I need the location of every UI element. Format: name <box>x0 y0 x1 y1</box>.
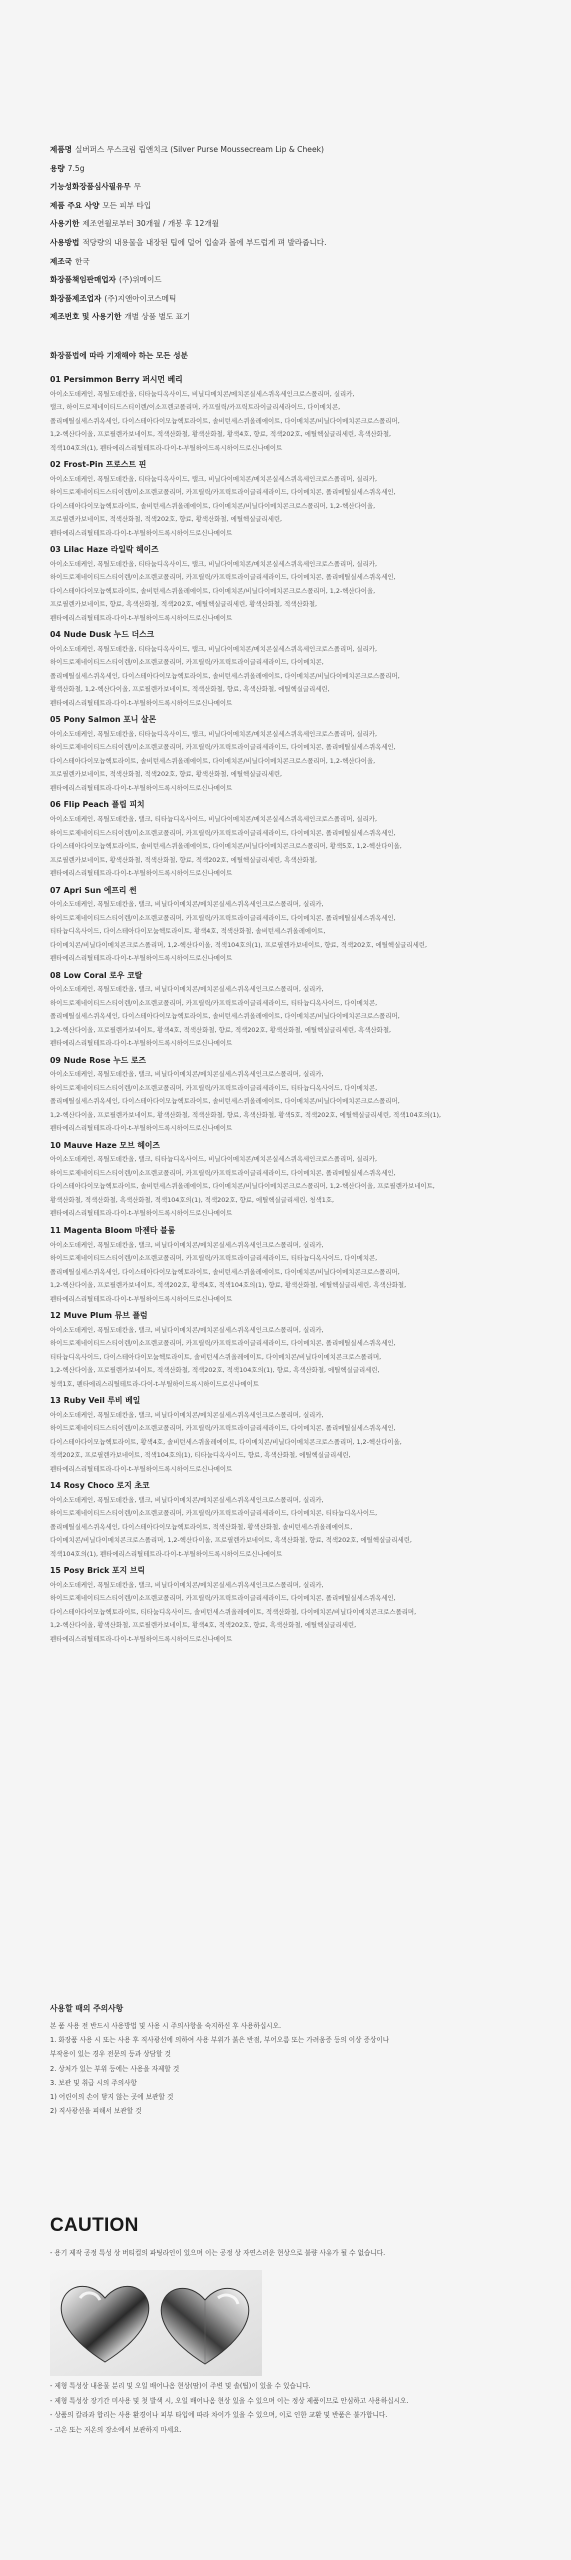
ingredient-line: 펜타에리스리틸테트라-다이-t-부틸하이드록시하이드로신나메이트 <box>50 1124 233 1133</box>
ingredient-line: 아이소도데케인, 폭틸도데칸올, 탤크, 비닐다이메치콘/메치콘실세스퀴옥세인크로스폴리머, 실리카, <box>50 1325 324 1334</box>
info-value: 한국 <box>75 256 90 266</box>
info-value: (주)위메이드 <box>119 275 162 285</box>
ingredient-line: 아이소도데케인, 폭틸도데칸올, 탤크, 티타늄디옥사이드, 비닐다이메치콘/메치콘실세스퀴옥세인크로스폴리머, 실리카, <box>50 1155 377 1164</box>
info-value: 무 <box>133 182 142 192</box>
shade-title: 15 Posy Brick 포지 브릭 <box>50 1566 145 1576</box>
shade-block <box>50 1138 530 1223</box>
caution-line: - 고온 또는 저온의 장소에서 보관하지 마세요. <box>50 2425 182 2434</box>
shade-title: 09 Nude Rose 누드 로즈 <box>50 1055 147 1065</box>
shade-title: 10 Mauve Haze 모브 헤이즈 <box>50 1140 160 1150</box>
info-label: 화장품제조업자 <box>50 293 102 303</box>
ingredient-line: 다이스테아다이모늄헥토라이트, 황색4호, 솔비턴세스퀴올레에이트, 다이메치콘/비닐다이메치콘크로스폴리머, 1,2-헥산다이올, <box>50 1437 402 1446</box>
ingredient-line: 하이드로제네이티드스티이렌/이소프렌코폴리머, 카프릴릭/카프릭트라이글리세라이드, 다이메치콘, 티타늄디옥사이드, <box>50 1509 378 1518</box>
shade-block <box>50 797 530 882</box>
precautions-title: 사용할 때의 주의사항 <box>50 2004 124 2013</box>
precaution-line: 본 품 사용 전 반드시 사용방법 및 사용 시 주의사항을 숙지하신 후 사용하십시오. <box>50 2022 282 2030</box>
ingredient-line: 펜타에리스리틸테트라-다이-t-부틸하이드록시하이드로신나메이트 <box>50 1209 233 1218</box>
ingredient-line: 펜타에리스리틸테트라-다이-t-부틸하이드록시하이드로신나메이트 <box>50 528 233 537</box>
shade-block <box>50 968 530 1053</box>
ingredient-line: 1,2-헥산다이올, 프로필렌카보네이트, 적색산화철, 적색202호, 적색104호의(1), 향료, 흑색산화철, 에틸헥실글리세린, <box>50 1366 380 1375</box>
ingredient-line: 폴리메틸실세스퀴옥세인, 다이스테아다이모늄헥토라이트, 솔비턴세스퀴올레에이트, 다이메치콘/비닐다이메치콘크로스폴리머, <box>50 671 400 680</box>
ingredient-line: 적색202호, 프로필렌카보네이트, 적색104호의(1), 티타늄디옥사이드, 향료, 흑색산화철, 에틸헥실글리세린, <box>50 1451 351 1460</box>
ingredient-line: 하이드로제네이티드스티이렌/이소프렌코폴리머, 카프릴릭/카프릭트라이글리세라이드, 티타늄디옥사이드, 다이메치콘, <box>50 998 378 1007</box>
caution-title: CAUTION <box>50 2215 139 2236</box>
shade-block <box>50 372 530 457</box>
ingredient-line: 펜타에리스리틸테트라-다이-t-부틸하이드록시하이드로신나메이트 <box>50 1039 233 1048</box>
ingredient-line: 티타늄디옥사이드, 다이스테아다이모늄헥토라이트, 솔비턴세스퀴올레에이트, 다이메치콘/비닐다이메치콘크로스폴리머, <box>50 1352 382 1361</box>
shade-title: 02 Frost-Pin 프로스트 핀 <box>50 460 147 470</box>
product-info-list <box>50 143 530 329</box>
product-info-row <box>50 143 530 162</box>
info-value: 개별 상품 별도 표기 <box>124 312 191 322</box>
shade-block <box>50 542 530 627</box>
info-label: 화장품책임판매업자 <box>50 275 117 285</box>
product-info-row <box>50 162 530 181</box>
ingredient-line: 하이드로제네이티드스티이렌/이소프렌코폴리머, 카프릴릭/카프릭트라이글리세라이드, 다이메치콘, 폴리메틸실세스퀴옥세인, <box>50 573 396 582</box>
ingredient-line: 다이스테아다이모늄헥토라이트, 솔비턴세스퀴올레에이트, 다이메치콘/비닐다이메치콘크로스폴리머, 1,2-헥산다이올, 프로필렌카보네이트, <box>50 1182 435 1191</box>
ingredient-line: 하이드로제네이티드스티이렌/이소프렌코폴리머, 카프릴릭/카프릭트라이글리세라이드, 다이메치콘, 폴리메틸실세스퀴옥세인, <box>50 743 396 752</box>
caution-line: - 상품의 칼라과 합리는 사용 환경이나 피부 타입에 따라 차이가 있을 수 있으며, 이로 인한 교환 및 반품은 불가합니다. <box>50 2411 388 2420</box>
precautions-list <box>50 2022 530 2121</box>
shade-block <box>50 1053 530 1138</box>
shade-title: 08 Low Coral 로우 코랄 <box>50 970 143 980</box>
ingredient-line: 하이드로제네이티드스티이렌/이소프렌코폴리머, 카프릴릭/카프릭트라이글리세라이드, 다이메치콘, 폴리메틸실세스퀴옥세인, <box>50 1594 396 1603</box>
product-info-row <box>50 217 530 236</box>
ingredient-line: 하이드로제네이티드스티이렌/이소프렌코폴리머, 카프릴릭/카프릭트라이글리세라이드, 티타늄디옥사이드, 다이메치콘, <box>50 1254 378 1263</box>
ingredient-line: 아이소도데케인, 폭틸도데칸올, 티타늄디옥사이드, 탤크, 비닐다이메치콘/메치콘실세스퀴옥세인크로스폴리머, 실리카, <box>50 644 377 653</box>
ingredient-line: 펜타에리스리틸테트라-다이-t-부틸하이드록시하이드로신나메이트 <box>50 613 233 622</box>
shade-title: 13 Ruby Veil 루비 베일 <box>50 1396 141 1406</box>
ingredient-line: 펜타에리스리틸테트라-다이-t-부틸하이드록시하이드로신나메이트 <box>50 1634 233 1643</box>
info-label: 제조번호 및 사용기한 <box>50 312 122 322</box>
ingredient-line: 황색산화철, 적색산화철, 흑색산화철, 적색104호의(1), 적색202호, 향료, 에틸헥실글리세린, 청색1호, <box>50 1195 335 1204</box>
ingredient-line: 폴리메틸실세스퀴옥세인, 다이스테아다이모늄헥토라이트, 솔비턴세스퀴올레에이트, 다이메치콘/비닐다이메치콘크로스폴리머, <box>50 416 400 425</box>
ingredient-line: 1,2-헥산다이올, 프로필렌카보네이트, 황색4호, 적색산화철, 향료, 적색202호, 황색산화철, 에틸헥실글리세린, 흑색산화철, <box>50 1025 392 1034</box>
info-label: 용량 <box>50 163 65 173</box>
shade-block <box>50 1563 530 1648</box>
caution-intro: - 용기 제작 공정 특성 상 버티컬의 파팅라인이 있으며 이는 공정 상 자연스러운 현상으로 불량 사유가 될 수 없습니다. <box>50 2249 386 2257</box>
ingredient-line: 다이스테아다이모늄헥토라이트, 솔비턴세스퀴올레에이트, 다이메치콘/비닐다이메치콘크로스폴리머, 1,2-헥산다이올, <box>50 586 376 595</box>
ingredient-line: 아이소도데케인, 폭틸도데칸올, 탤크, 비닐다이메치콘/메치콘실세스퀴옥세인크로스폴리머, 실리카, <box>50 1495 324 1504</box>
info-label: 사용기한 <box>50 219 80 229</box>
ingredients-section <box>50 350 530 1648</box>
ingredient-line: 하이드로제네이티드스티이렌/이소프렌코폴리머, 카프릴릭/카프릭트라이글리세라이드, 티타늄디옥사이드, 다이메치콘, <box>50 1083 378 1092</box>
ingredient-line: 다이스테아다이모늄헥토라이트, 솔비턴세스퀴올레에이트, 다이메치콘/비닐다이메치콘크로스폴리머, 황색5호, 1,2-헥산다이올, <box>50 842 402 851</box>
ingredient-line: 하이드로제네이티드스티이렌/이소프렌코폴리머, 카프릴릭/카프릭트라이글리세라이드, 다이메치콘, 폴리메틸실세스퀴옥세인, <box>50 1168 396 1177</box>
ingredient-line: 프로필렌카보네이트, 황색산화철, 적색산화철, 향료, 적색202호, 에틸헥실글리세린, 흑색산화철, <box>50 855 318 864</box>
shade-title: 07 Apri Sun 에프리 썬 <box>50 885 137 895</box>
shade-title: 11 Magenta Bloom 마젠타 블룸 <box>50 1225 176 1235</box>
ingredient-line: 아이소도데케인, 폭틸도데칸올, 티타늄디옥사이드, 비닐디메치콘/메치콘실세스퀴옥세인크로스폴리머, 실리카, <box>50 389 355 398</box>
ingredient-line: 하이드로제네이티드스티이렌/이소프렌코폴리머, 카프릴릭/카프릭트라이글리세라이드, 다이메치콘, 폴리메틸실세스퀴옥세인, <box>50 913 396 922</box>
ingredient-line: 아이소도데케인, 폭틸도데칸올, 탤크, 비닐다이메치콘/메치콘실세스퀴옥세인크로스폴리머, 실리카, <box>50 1070 324 1079</box>
ingredient-line: 폴리메틸실세스퀴옥세인, 다이스테아다이모늄헥토라이트, 솔비턴세스퀴올레에이트, 다이메치콘/비닐다이메치콘크로스폴리머, <box>50 1267 400 1276</box>
shade-block <box>50 883 530 968</box>
shade-title: 04 Nude Dusk 누드 더스크 <box>50 630 155 640</box>
ingredients-heading: 화장품법에 따라 기재해야 하는 모든 성분 <box>50 351 188 360</box>
ingredient-line: 아이소도데케인, 폭틸도데칸올, 탤크, 비닐다이메치콘/메치콘실세스퀴옥세인크로스폴리머, 실리카, <box>50 1240 324 1249</box>
caution-line: - 제형 특성상 장기간 미사용 및 첫 발색 시, 오일 배어나옴 현상 있을 수 있으며 이는 정상 제품이므로 안심하고 사용하십시오. <box>50 2396 409 2405</box>
product-info-row <box>50 255 530 274</box>
product-info-row <box>50 273 530 292</box>
ingredient-line: 아이소도데케인, 폭틸도데칸올, 탤크, 티타늄디옥사이드, 비닐다이메치콘/메치콘실세스퀴옥세인크로스폴리머, 실리카, <box>50 815 377 824</box>
shade-title: 01 Persimmon Berry 퍼시먼 베리 <box>50 375 183 384</box>
ingredient-line: 펜타에리스리틸테트라-다이-t-부틸하이드록시하이드로신나메이트 <box>50 869 233 878</box>
shade-ingredient-list <box>50 372 530 1648</box>
info-label: 기능성화장품심사필유무 <box>50 182 131 192</box>
ingredient-line: 하이드로제네이티드스티이렌/이소프렌코폴리머, 카프릴릭/카프릭트라이글리세라이드, 다이메치콘, 폴리메틸실세스퀴옥세인, <box>50 828 396 837</box>
product-info-row <box>50 199 530 218</box>
ingredient-line: 아이소도데케인, 폭틸도데칸올, 티타늄디옥사이드, 탤크, 비닐다이메치콘/메치콘실세스퀴옥세인크로스폴리머, 실리카, <box>50 729 377 738</box>
ingredient-line: 폴리메틸실세스퀴옥세인, 다이스테아다이모늄헥토라이트, 솔비턴세스퀴올레에이트, 다이메치콘/비닐다이메치콘크로스폴리머, <box>50 1097 400 1106</box>
caution-line: - 제형 특성상 내용물 분리 및 오일 배어나옴 현상(땀)이 주변 및 솔(팁)이 있을 수 있습니다. <box>50 2382 311 2390</box>
ingredient-line: 1,2-헥산다이올, 황색산화철, 프로필렌카보네이트, 황색4호, 적색202호, 향료, 흑색산화철, 에틸헥실글리세린, <box>50 1621 357 1630</box>
ingredient-line: 펜타에리스리틸테트라-다이-t-부틸하이드록시하이드로신나메이트 <box>50 698 233 707</box>
info-label: 제조국 <box>50 256 73 266</box>
ingredient-line: 하이드로제네이티드스티이렌/이소프렌코폴리머, 카프릴릭/카프릭트라이글리세라이드, 다이메치콘, <box>50 658 324 667</box>
shade-title: 05 Pony Salmon 포니 살몬 <box>50 715 157 725</box>
ingredient-line: 아이소도데케인, 폭틸도데칸올, 탤크, 비닐다이메치콘/메치콘실세스퀴옥세인크로스폴리머, 실리카, <box>50 985 324 994</box>
ingredient-line: 아이소도데케인, 폭틸도데칸올, 탤크, 비닐다이메치콘/메치콘실세스퀴옥세인크로스폴리머, 실리카, <box>50 900 324 909</box>
info-value: 적당량의 내용물을 내장된 팁에 덜어 입술과 볼에 부드럽게 펴 발라줍니다. <box>82 237 327 247</box>
precaution-line: 1) 어린이의 손이 닿지 않는 곳에 보관할 것 <box>50 2092 174 2101</box>
ingredient-line: 1,2-헥산다이올, 프로필렌카보네이트, 황색산화철, 적색산화철, 향료, 흑색산화철, 황색5호, 적색202호, 에틸헥실글리세린, 적색104호의(1), <box>50 1110 442 1119</box>
shade-block <box>50 712 530 797</box>
ingredient-line: 적색104호의(1), 펜타에리스리틸테트라-다이-t-부틸하이드록시하이드로신나메이트 <box>50 443 283 452</box>
ingredient-line: 티타늄디옥사이드, 다이스테아다이모늄헥토라이트, 황색4호, 적색산화철, 솔비턴세스퀴올레에이트, <box>50 927 326 936</box>
parting-line-photo <box>50 2270 262 2376</box>
ingredient-line: 프로필렌카보네이트, 향료, 흑색산화철, 적색202호, 에틸헥실글리세린, 황색산화철, 적색산화철, <box>50 600 318 609</box>
caution-section <box>50 2215 530 2265</box>
info-label: 제품 주요 사양 <box>50 200 100 210</box>
precaution-line: 3. 보관 및 취급 시의 주의사항 <box>50 2078 137 2087</box>
shade-block <box>50 627 530 712</box>
ingredient-line: 1,2-헥산다이올, 프로필렌카보네이트, 적색산화철, 황색산화철, 황색4호, 향료, 적색202호, 에틸헥실글리세린, 흑색산화철, <box>50 430 392 439</box>
ingredient-line: 펜타에리스리틸테트라-다이-t-부틸하이드록시하이드로신나메이트 <box>50 783 233 792</box>
shade-block <box>50 457 530 542</box>
ingredient-line: 폴리메틸실세스퀴옥세인, 다이스테아다이모늄헥토라이트, 적색산화철, 황색산화철, 솔비턴세스퀴올레에이트, <box>50 1522 353 1531</box>
product-info-row <box>50 292 530 311</box>
ingredient-line: 탤크, 하이드로제네이티드스티이렌/이소프렌코폴리머, 카프릴릭/카프릭트라이글리세라이드, 다이메치콘, <box>50 403 341 412</box>
ingredient-line: 하이드로제네이티드스티이렌/이소프렌코폴리머, 카프릴릭/카프릭트라이글리세라이드, 다이메치콘, 폴리메틸실세스퀴옥세인, <box>50 488 396 497</box>
info-value: 제조연월로부터 30개월 / 개봉 후 12개월 <box>82 219 219 229</box>
precaution-line: 2. 상처가 있는 부위 등에는 사용을 자제할 것 <box>50 2064 180 2073</box>
info-value: 7.5g <box>67 163 85 173</box>
shade-block <box>50 1308 530 1393</box>
ingredient-line: 프로필렌카보네이트, 적색산화철, 적색202호, 향료, 황색산화철, 에틸헥실글리세린, <box>50 515 283 524</box>
ingredient-line: 폴리메틸실세스퀴옥세인, 다이스테아다이모늄헥토라이트, 솔비턴세스퀴올레에이트, 다이메치콘/비닐다이메치콘크로스폴리머, <box>50 1012 400 1021</box>
ingredient-line: 다이스테아다이모늄헥토라이트, 티타늄디옥사이드, 솔비턴세스퀴올레에이트, 적색산화철, 다이메치콘/비닐다이메치콘크로스폴리머, <box>50 1607 417 1616</box>
ingredient-line: 황색산화철, 1,2-헥산다이올, 프로필렌카보네이트, 적색산화철, 향료, 흑색산화철, 에틸헥실글리세린, <box>50 685 330 694</box>
ingredient-line: 다이스테아다이모늄헥토라이트, 솔비턴세스퀴올레에이트, 다이메치콘/비닐다이메치콘크로스폴리머, 1,2-헥산다이올, <box>50 501 376 510</box>
shade-block <box>50 1478 530 1563</box>
heart-compact-image <box>50 2270 262 2376</box>
precaution-line: 2) 직사광선을 피해서 보관할 것 <box>50 2107 142 2116</box>
ingredient-line: 아이소도데케인, 폭틸도데칸올, 티타늄디옥사이드, 탤크, 비닐다이메치콘/메치콘실세스퀴옥세인크로스폴리머, 실리카, <box>50 559 377 568</box>
precaution-line: 부작용이 있는 경우 전문의 등과 상담할 것 <box>50 2050 171 2059</box>
shade-title: 12 Muve Plum 뮤브 플럼 <box>50 1311 148 1321</box>
ingredient-line: 1,2-헥산다이올, 프로필렌카보네이트, 적색202호, 황색4호, 적색104호의(1), 향료, 황색산화철, 에틸헥실글리세린, 흑색산화철, <box>50 1281 407 1290</box>
info-value: 모든 피부 타입 <box>102 200 152 210</box>
ingredient-line: 하이드로제네이티드스티이렌/이소프렌코폴리머, 카프릴릭/카프릭트라이글리세라이드, 다이메치콘, 폴리메틸실세스퀴옥세인, <box>50 1339 396 1348</box>
ingredient-line: 프로필렌카보네이트, 적색산화철, 적색202호, 향료, 황색산화철, 에틸헥실글리세린, <box>50 770 283 779</box>
shade-block <box>50 1393 530 1478</box>
info-value: 실버퍼스 무스크림 립앤치크 (Silver Purse Moussecream Lip & Cheek) <box>75 145 325 154</box>
shade-title: 03 Lilac Haze 라일락 헤이즈 <box>50 545 159 555</box>
shade-block <box>50 1223 530 1308</box>
product-info-row <box>50 180 530 199</box>
shade-title: 06 Flip Peach 플립 피치 <box>50 800 145 810</box>
ingredient-line: 다이스테아다이모늄헥토라이트, 솔비턴세스퀴올레에이트, 다이메치콘/비닐다이메치콘크로스폴리머, 1,2-헥산다이올, <box>50 756 376 765</box>
ingredient-line: 적색104호의(1), 펜타에리스리틸테트라-다이-t-부틸하이드록시하이드로신나메이트 <box>50 1549 283 1558</box>
precautions-section <box>50 2003 530 2121</box>
ingredient-line: 펜타에리스리틸테트라-다이-t-부틸하이드록시하이드로신나메이트 <box>50 1294 233 1303</box>
info-label: 제품명 <box>50 145 73 154</box>
info-value: (주)지앤아이코스메틱 <box>104 293 177 303</box>
product-info-row <box>50 310 530 329</box>
ingredient-line: 아이소도데케인, 폭틸도데칸올, 탤크, 비닐다이메치콘/메치콘실세스퀴옥세인크로스폴리머, 실리카, <box>50 1580 324 1589</box>
shade-title: 14 Rosy Choco 로지 초코 <box>50 1481 150 1491</box>
ingredient-line: 하이드로제네이티드스티이렌/이소프렌코폴리머, 카프릴릭/카프릭트라이글리세라이드, 다이메치콘, 폴리메틸실세스퀴옥세인, <box>50 1424 396 1433</box>
product-info-row <box>50 236 530 255</box>
ingredient-line: 청색1호, 펜타에리스리틸테트라-다이-t-부틸하이드록시하이드로신나메이트 <box>50 1379 259 1388</box>
ingredient-line: 아이소도데케인, 폭틸도데칸올, 티타늄디옥사이드, 탤크, 비닐다이메치콘/메치콘실세스퀴옥세인크로스폴리머, 실리카, <box>50 474 377 483</box>
ingredient-line: 펜타에리스리틸테트라-다이-t-부틸하이드록시하이드로신나메이트 <box>50 1464 233 1473</box>
ingredient-line: 아이소도데케인, 폭틸도데칸올, 탤크, 비닐다이메치콘/메치콘실세스퀴옥세인크로스폴리머, 실리카, <box>50 1410 324 1419</box>
ingredient-line: 다이메치콘/비닐다이메치콘크로스폴리머, 1,2-헥산다이올, 프로필렌카보네이트, 흑색산화철, 향료, 적색202호, 에틸헥실글리세린, <box>50 1536 412 1545</box>
ingredient-line: 펜타에리스리틸테트라-다이-t-부틸하이드록시하이드로신나메이트 <box>50 954 233 963</box>
ingredient-line: 다이메치콘/비닐다이메치콘크로스폴리머, 1,2-헥산다이올, 적색104호의(1), 프로필렌카보네이트, 향료, 적색202호, 에틸헥실글리세린, <box>50 940 427 949</box>
caution-list <box>50 2382 530 2440</box>
precaution-line: 1. 화장품 사용 시 또는 사용 후 직사광선에 의하여 사용 부위가 붉은 반점, 부어오름 또는 가려움증 등의 이상 증상이나 <box>50 2036 390 2045</box>
info-label: 사용방법 <box>50 237 80 247</box>
